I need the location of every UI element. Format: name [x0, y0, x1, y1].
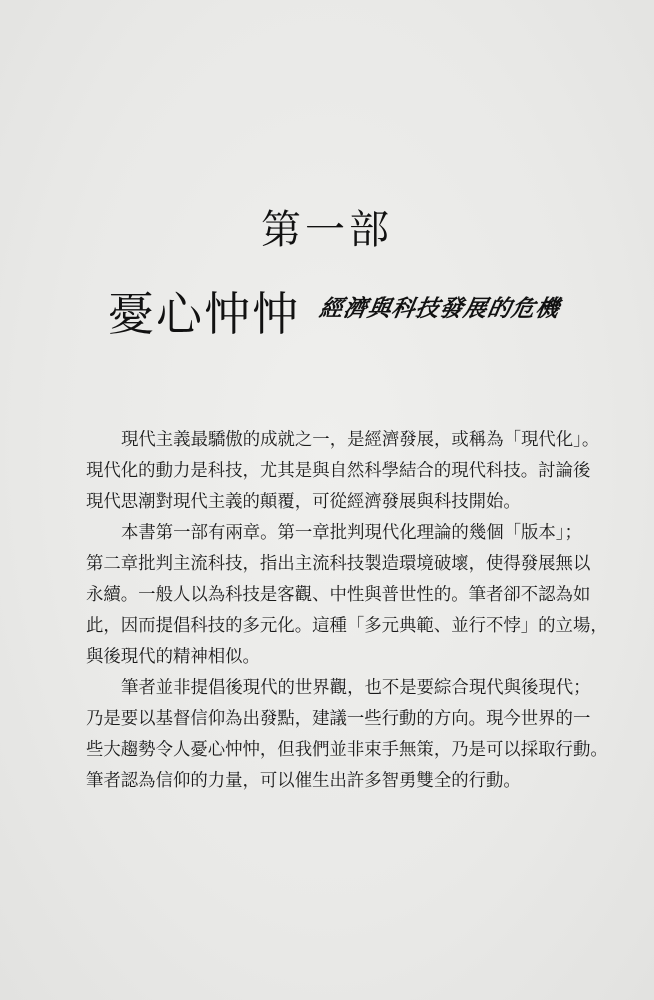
text-line: 永續。一般人以為科技是客觀、中性與普世性的。筆者卻不認為如	[86, 585, 591, 605]
text-line: 現代思潮對現代主義的顛覆，可從經濟發展與科技開始。	[86, 492, 521, 512]
paragraph-1	[86, 425, 600, 518]
text-line: 現代主義最驕傲的成就之一，是經濟發展，或稱為「現代化」。	[121, 430, 600, 450]
text-line: 乃是要以基督信仰為出發點，建議一些行動的方向。現今世界的一	[86, 709, 591, 729]
text-line: 筆者並非提倡後現代的世界觀，也不是要綜合現代與後現代；	[121, 678, 591, 698]
text-line: 筆者認為信仰的力量，可以催生出許多智勇雙全的行動。	[86, 771, 521, 791]
text-line: 些大趨勢令人憂心忡忡，但我們並非束手無策，乃是可以採取行動。	[86, 740, 608, 760]
text-line: 第二章批判主流科技，指出主流科技製造環境破壞，使得發展無以	[86, 554, 591, 574]
chapter-subtitle: 經濟與科技發展的危機	[317, 296, 562, 322]
text-line: 此，因而提倡科技的多元化。這種「多元典範、並行不悖」的立場，	[86, 616, 608, 636]
body-text	[86, 425, 608, 797]
paragraph-3	[86, 673, 608, 797]
chapter-title: 憂心忡忡	[108, 287, 300, 341]
text-line: 本書第一部有兩章。第一章批判現代化理論的幾個「版本」；	[121, 523, 582, 543]
part-title: 第一部	[261, 207, 393, 253]
text-line: 現代化的動力是科技，尤其是與自然科學結合的現代科技。討論後	[86, 461, 591, 481]
paragraph-2	[86, 518, 608, 673]
text-line: 與後現代的精神相似。	[86, 647, 260, 667]
title-row	[108, 278, 628, 348]
